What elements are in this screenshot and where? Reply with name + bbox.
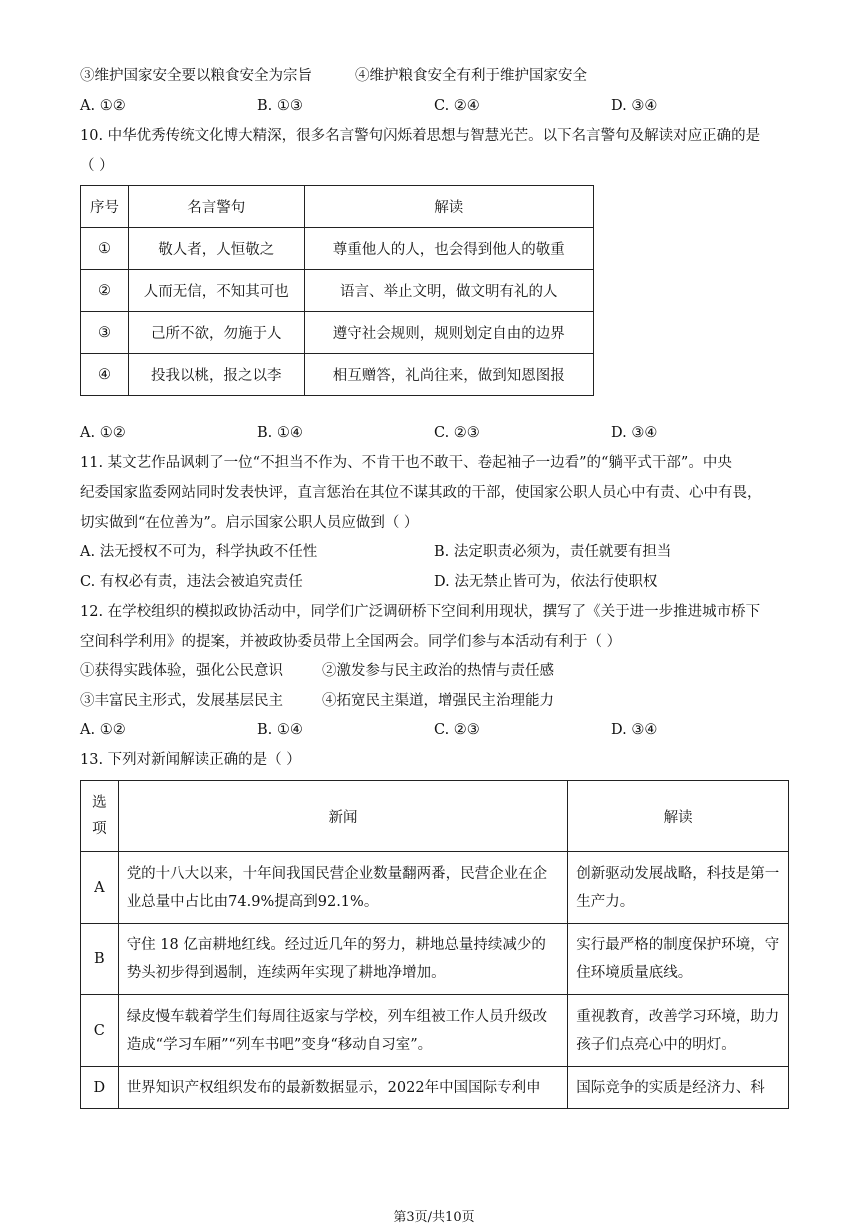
cell-news: 世界知识产权组织发布的最新数据显示，2022年中国国际专利申: [118, 1067, 568, 1109]
option-c[interactable]: C. 有权必有责，违法会被追究责任: [80, 574, 303, 590]
option-c[interactable]: C. ②③: [434, 722, 480, 738]
option-b[interactable]: B. ①④: [257, 722, 303, 738]
statement-2: ②激发参与民主政治的热情与责任感: [322, 663, 554, 679]
cell-index: ④: [81, 354, 129, 396]
option-a[interactable]: A. ①②: [80, 722, 126, 738]
cell-interpretation: 实行最严格的制度保护环境，守住环境质量底线。: [568, 924, 789, 995]
cell-option: C: [81, 995, 119, 1067]
statement-3: ③维护国家安全要以粮食安全为宗旨: [80, 68, 312, 84]
cell-index: ②: [81, 270, 129, 312]
table-row: [81, 228, 594, 270]
table-row: [81, 354, 594, 396]
option-a[interactable]: A. 法无授权不可为，科学执政不任性: [80, 544, 318, 560]
statement-3: ③丰富民主形式，发展基层民主: [80, 693, 283, 709]
option-b[interactable]: B. ①④: [257, 425, 303, 441]
cell-quote: 投我以桃，报之以李: [128, 354, 304, 396]
header-option: 选项: [81, 781, 119, 852]
cell-interpretation: 尊重他人的人，也会得到他人的敬重: [304, 228, 593, 270]
cell-index: ③: [81, 312, 129, 354]
option-c[interactable]: C. ②④: [434, 98, 480, 114]
header-quote: 名言警句: [128, 186, 304, 228]
option-c[interactable]: C. ②③: [434, 425, 480, 441]
table-header-row: [81, 781, 789, 852]
cell-interpretation: 创新驱动发展战略，科技是第一生产力。: [568, 852, 789, 924]
option-a[interactable]: A. ①②: [80, 425, 126, 441]
header-interpretation: 解读: [568, 781, 789, 852]
option-d[interactable]: D. 法无禁止皆可为，依法行使职权: [434, 574, 658, 590]
table-row: [81, 995, 789, 1067]
q12-stem-line1: 12. 在学校组织的模拟政协活动中，同学们广泛调研桥下空间利用现状，撰写了《关于进一步推进城市桥下: [80, 604, 761, 620]
q13-table: [80, 780, 789, 1109]
cell-interpretation: 语言、举止文明，做文明有礼的人: [304, 270, 593, 312]
cell-interpretation: 遵守社会规则，规则划定自由的边界: [304, 312, 593, 354]
cell-news: 党的十八大以来，十年间我国民营企业数量翻两番，民营企业在企业总量中占比由74.9%提高到92.1%。: [118, 852, 568, 924]
cell-option: A: [81, 852, 119, 924]
cell-interpretation: 相互赠答，礼尚往来，做到知恩图报: [304, 354, 593, 396]
page-number: 第3页/共10页: [393, 1210, 475, 1225]
cell-news: 守住 18 亿亩耕地红线。经过近几年的努力，耕地总量持续减少的势头初步得到遏制，连续两年实现了耕地净增加。: [118, 924, 568, 995]
table-row: [81, 924, 789, 995]
option-b[interactable]: B. 法定职责必须为，责任就要有担当: [434, 544, 672, 560]
option-a[interactable]: A. ①②: [80, 98, 126, 114]
option-d[interactable]: D. ③④: [611, 722, 658, 738]
option-d[interactable]: D. ③④: [611, 98, 658, 114]
option-b[interactable]: B. ①③: [257, 98, 303, 114]
cell-quote: 己所不欲，勿施于人: [128, 312, 304, 354]
q11-stem-line1: 11. 某文艺作品讽刺了一位“不担当不作为、不肯干也不敢干、卷起袖子一边看”的“躺平式干部”。中央: [80, 455, 732, 471]
q10-table: [80, 185, 594, 396]
cell-news: 绿皮慢车载着学生们每周往返家与学校，列车组被工作人员升级改造成“学习车厢”“列车书吧”变身“移动自习室”。: [118, 995, 568, 1067]
header-index: 序号: [81, 186, 129, 228]
q10-stem-line2: （ ）: [80, 158, 114, 174]
statement-4: ④维护粮食安全有利于维护国家安全: [355, 68, 587, 84]
table-row: [81, 1067, 789, 1109]
q10-stem-line1: 10. 中华优秀传统文化博大精深，很多名言警句闪烁着思想与智慧光芒。以下名言警句及解读对应正确的是: [80, 128, 761, 144]
table-row: [81, 270, 594, 312]
option-d[interactable]: D. ③④: [611, 425, 658, 441]
cell-quote: 敬人者，人恒敬之: [128, 228, 304, 270]
cell-index: ①: [81, 228, 129, 270]
header-news: 新闻: [118, 781, 568, 852]
table-header-row: [81, 186, 594, 228]
q12-stem-line2: 空间科学利用》的提案，并被政协委员带上全国两会。同学们参与本活动有利于（ ）: [80, 634, 622, 650]
cell-interpretation: 国际竞争的实质是经济力、科: [568, 1067, 789, 1109]
cell-quote: 人而无信，不知其可也: [128, 270, 304, 312]
table-row: [81, 852, 789, 924]
table-row: [81, 312, 594, 354]
q13-stem: 13. 下列对新闻解读正确的是（ ）: [80, 752, 301, 768]
q11-stem-line3: 切实做到“在位善为”。启示国家公职人员应做到（ ）: [80, 515, 419, 531]
cell-option: D: [81, 1067, 119, 1109]
header-interpretation: 解读: [304, 186, 593, 228]
cell-option: B: [81, 924, 119, 995]
statement-4: ④拓宽民主渠道，增强民主治理能力: [322, 693, 554, 709]
statement-1: ①获得实践体验，强化公民意识: [80, 663, 283, 679]
cell-interpretation: 重视教育，改善学习环境，助力孩子们点亮心中的明灯。: [568, 995, 789, 1067]
q11-stem-line2: 纪委国家监委网站同时发表快评，直言惩治在其位不谋其政的干部，使国家公职人员心中有责、心中有畏，: [80, 485, 762, 501]
